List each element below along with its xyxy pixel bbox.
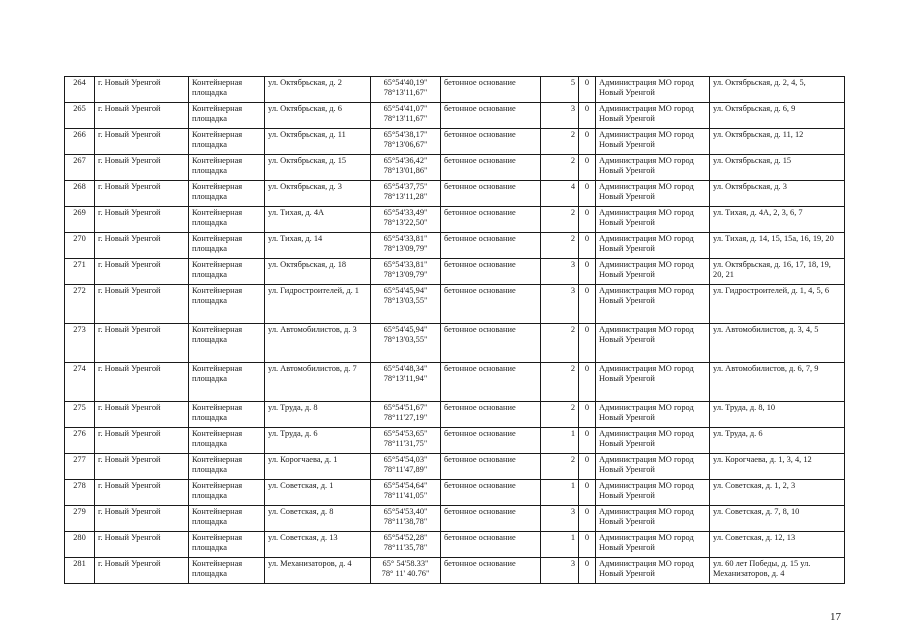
extra-count-cell: 0 (579, 480, 596, 506)
row-number-cell: 272 (65, 285, 95, 324)
longitude-text: 78°11'27,19" (383, 413, 428, 423)
latitude-text: 65°54'33,81" (383, 260, 428, 269)
served-addresses-cell: ул. 60 лет Победы, д. 15 ул. Механизаторов, д. 4 (710, 558, 845, 584)
row-number-cell: 277 (65, 454, 95, 480)
address-cell: ул. Труда, д. 6 (265, 428, 371, 454)
row-number-cell: 264 (65, 77, 95, 103)
coordinates-cell (371, 324, 441, 363)
longitude-text: 78°13'09,79" (383, 270, 428, 280)
city-cell: г. Новый Уренгой (95, 558, 189, 584)
latitude-text: 65°54'33,49" (383, 208, 428, 217)
latitude-text: 65°54'37,75" (383, 182, 428, 191)
served-addresses-cell: ул. Гидростроителей, д. 1, 4, 5, 6 (710, 285, 845, 324)
table-row (65, 103, 845, 129)
table-row (65, 285, 845, 324)
city-cell: г. Новый Уренгой (95, 233, 189, 259)
owner-cell: Администрация МО город Новый Уренгой (596, 558, 710, 584)
owner-cell: Администрация МО город Новый Уренгой (596, 103, 710, 129)
coordinates-cell (371, 233, 441, 259)
container-count-cell: 5 (541, 77, 579, 103)
extra-count-cell: 0 (579, 532, 596, 558)
extra-count-cell: 0 (579, 428, 596, 454)
row-number-cell: 278 (65, 480, 95, 506)
owner-cell: Администрация МО город Новый Уренгой (596, 506, 710, 532)
extra-count-cell: 0 (579, 155, 596, 181)
base-type-cell: бетонное основание (441, 77, 541, 103)
table-row (65, 77, 845, 103)
owner-cell: Администрация МО город Новый Уренгой (596, 233, 710, 259)
table-row (65, 207, 845, 233)
row-number-cell: 273 (65, 324, 95, 363)
longitude-text: 78°13'11,67" (383, 114, 428, 124)
container-count-cell: 4 (541, 181, 579, 207)
served-addresses-cell: ул. Тихая, д. 14, 15, 15а, 16, 19, 20 (710, 233, 845, 259)
latitude-text: 65°54'53,65" (383, 429, 428, 438)
served-addresses-cell: ул. Октябрьская, д. 6, 9 (710, 103, 845, 129)
container-count-cell: 3 (541, 103, 579, 129)
table-row (65, 402, 845, 428)
owner-cell: Администрация МО город Новый Уренгой (596, 181, 710, 207)
container-count-cell: 2 (541, 324, 579, 363)
site-type-cell: Контейнерная площадка (189, 285, 265, 324)
longitude-text: 78°11'47,89" (383, 465, 428, 475)
latitude-text: 65°54'33,81" (383, 234, 428, 243)
city-cell: г. Новый Уренгой (95, 363, 189, 402)
row-number-cell: 270 (65, 233, 95, 259)
container-count-cell: 1 (541, 532, 579, 558)
base-type-cell: бетонное основание (441, 532, 541, 558)
owner-cell: Администрация МО город Новый Уренгой (596, 428, 710, 454)
row-number-cell: 268 (65, 181, 95, 207)
extra-count-cell: 0 (579, 207, 596, 233)
city-cell: г. Новый Уренгой (95, 155, 189, 181)
served-addresses-cell: ул. Октябрьская, д. 11, 12 (710, 129, 845, 155)
container-count-cell: 2 (541, 207, 579, 233)
site-type-cell: Контейнерная площадка (189, 558, 265, 584)
city-cell: г. Новый Уренгой (95, 207, 189, 233)
latitude-text: 65°54'48,34" (383, 364, 428, 373)
table-row (65, 428, 845, 454)
latitude-text: 65°54'40,19" (383, 78, 428, 87)
longitude-text: 78°13'22,50" (383, 218, 428, 228)
longitude-text: 78°13'03,55" (383, 335, 428, 345)
city-cell: г. Новый Уренгой (95, 428, 189, 454)
served-addresses-cell: ул. Октябрьская, д. 2, 4, 5, (710, 77, 845, 103)
row-number-cell: 276 (65, 428, 95, 454)
base-type-cell: бетонное основание (441, 285, 541, 324)
site-type-cell: Контейнерная площадка (189, 129, 265, 155)
coordinates-cell (371, 285, 441, 324)
address-cell: ул. Тихая, д. 4А (265, 207, 371, 233)
longitude-text: 78°11'31,75" (383, 439, 428, 449)
coordinates-cell (371, 506, 441, 532)
city-cell: г. Новый Уренгой (95, 402, 189, 428)
served-addresses-cell: ул. Труда, д. 6 (710, 428, 845, 454)
site-type-cell: Контейнерная площадка (189, 363, 265, 402)
coordinates-cell (371, 428, 441, 454)
base-type-cell: бетонное основание (441, 402, 541, 428)
site-type-cell: Контейнерная площадка (189, 155, 265, 181)
longitude-text: 78°13'09,79" (383, 244, 428, 254)
table-row (65, 558, 845, 584)
table-row (65, 259, 845, 285)
city-cell: г. Новый Уренгой (95, 324, 189, 363)
extra-count-cell: 0 (579, 181, 596, 207)
owner-cell: Администрация МО город Новый Уренгой (596, 155, 710, 181)
longitude-text: 78°11'41,05" (383, 491, 428, 501)
coordinates-cell (371, 103, 441, 129)
table-row (65, 155, 845, 181)
table-body (65, 77, 845, 584)
container-count-cell: 3 (541, 259, 579, 285)
container-count-cell: 2 (541, 129, 579, 155)
site-type-cell: Контейнерная площадка (189, 428, 265, 454)
extra-count-cell: 0 (579, 285, 596, 324)
address-cell: ул. Октябрьская, д. 3 (265, 181, 371, 207)
coordinates-cell (371, 532, 441, 558)
served-addresses-cell: ул. Октябрьская, д. 16, 17, 18, 19, 20, 21 (710, 259, 845, 285)
row-number-cell: 267 (65, 155, 95, 181)
row-number-cell: 266 (65, 129, 95, 155)
address-cell: ул. Советская, д. 8 (265, 506, 371, 532)
address-cell: ул. Механизаторов, д. 4 (265, 558, 371, 584)
row-number-cell: 269 (65, 207, 95, 233)
coordinates-cell (371, 402, 441, 428)
container-count-cell: 2 (541, 402, 579, 428)
extra-count-cell: 0 (579, 506, 596, 532)
base-type-cell: бетонное основание (441, 233, 541, 259)
longitude-text: 78°13'03,55" (383, 296, 428, 306)
owner-cell: Администрация МО город Новый Уренгой (596, 207, 710, 233)
table-row (65, 506, 845, 532)
extra-count-cell: 0 (579, 363, 596, 402)
city-cell: г. Новый Уренгой (95, 285, 189, 324)
site-type-cell: Контейнерная площадка (189, 181, 265, 207)
table-row (65, 181, 845, 207)
address-cell: ул. Автомобилистов, д. 3 (265, 324, 371, 363)
city-cell: г. Новый Уренгой (95, 77, 189, 103)
extra-count-cell: 0 (579, 454, 596, 480)
table-row (65, 454, 845, 480)
coordinates-cell (371, 129, 441, 155)
city-cell: г. Новый Уренгой (95, 103, 189, 129)
site-type-cell: Контейнерная площадка (189, 480, 265, 506)
container-count-cell: 2 (541, 233, 579, 259)
container-count-cell: 1 (541, 480, 579, 506)
extra-count-cell: 0 (579, 259, 596, 285)
page-number: 17 (830, 611, 841, 623)
table-row (65, 363, 845, 402)
served-addresses-cell: ул. Советская, д. 7, 8, 10 (710, 506, 845, 532)
owner-cell: Администрация МО город Новый Уренгой (596, 324, 710, 363)
extra-count-cell: 0 (579, 129, 596, 155)
coordinates-cell (371, 363, 441, 402)
address-cell: ул. Октябрьская, д. 18 (265, 259, 371, 285)
longitude-text: 78°11'35,78" (383, 543, 428, 553)
served-addresses-cell: ул. Советская, д. 12, 13 (710, 532, 845, 558)
longitude-text: 78° 11' 40.76" (381, 569, 430, 579)
site-type-cell: Контейнерная площадка (189, 454, 265, 480)
longitude-text: 78°11'38,78" (383, 517, 428, 527)
site-type-cell: Контейнерная площадка (189, 506, 265, 532)
extra-count-cell: 0 (579, 77, 596, 103)
address-cell: ул. Советская, д. 1 (265, 480, 371, 506)
table-row (65, 324, 845, 363)
site-type-cell: Контейнерная площадка (189, 103, 265, 129)
latitude-text: 65°54'38,17" (383, 130, 428, 139)
latitude-text: 65°54'53,40" (383, 507, 428, 516)
address-cell: ул. Автомобилистов, д. 7 (265, 363, 371, 402)
row-number-cell: 275 (65, 402, 95, 428)
served-addresses-cell: ул. Октябрьская, д. 3 (710, 181, 845, 207)
base-type-cell: бетонное основание (441, 324, 541, 363)
extra-count-cell: 0 (579, 233, 596, 259)
address-cell: ул. Тихая, д. 14 (265, 233, 371, 259)
owner-cell: Администрация МО город Новый Уренгой (596, 480, 710, 506)
latitude-text: 65°54'54,64" (383, 481, 428, 490)
address-cell: ул. Гидростроителей, д. 1 (265, 285, 371, 324)
address-cell: ул. Труда, д. 8 (265, 402, 371, 428)
address-cell: ул. Октябрьская, д. 2 (265, 77, 371, 103)
base-type-cell: бетонное основание (441, 259, 541, 285)
served-addresses-cell: ул. Труда, д. 8, 10 (710, 402, 845, 428)
city-cell: г. Новый Уренгой (95, 506, 189, 532)
container-count-cell: 2 (541, 363, 579, 402)
owner-cell: Администрация МО город Новый Уренгой (596, 363, 710, 402)
owner-cell: Администрация МО город Новый Уренгой (596, 454, 710, 480)
row-number-cell: 265 (65, 103, 95, 129)
container-count-cell: 3 (541, 558, 579, 584)
owner-cell: Администрация МО город Новый Уренгой (596, 532, 710, 558)
container-count-cell: 3 (541, 506, 579, 532)
extra-count-cell: 0 (579, 103, 596, 129)
coordinates-cell (371, 454, 441, 480)
row-number-cell: 274 (65, 363, 95, 402)
site-type-cell: Контейнерная площадка (189, 77, 265, 103)
base-type-cell: бетонное основание (441, 129, 541, 155)
city-cell: г. Новый Уренгой (95, 454, 189, 480)
owner-cell: Администрация МО город Новый Уренгой (596, 129, 710, 155)
row-number-cell: 279 (65, 506, 95, 532)
address-cell: ул. Октябрьская, д. 11 (265, 129, 371, 155)
served-addresses-cell: ул. Тихая, д. 4А, 2, 3, 6, 7 (710, 207, 845, 233)
owner-cell: Администрация МО город Новый Уренгой (596, 285, 710, 324)
owner-cell: Администрация МО город Новый Уренгой (596, 259, 710, 285)
extra-count-cell: 0 (579, 402, 596, 428)
city-cell: г. Новый Уренгой (95, 181, 189, 207)
city-cell: г. Новый Уренгой (95, 532, 189, 558)
row-number-cell: 280 (65, 532, 95, 558)
served-addresses-cell: ул. Октябрьская, д. 15 (710, 155, 845, 181)
latitude-text: 65°54'41,07" (383, 104, 428, 113)
address-cell: ул. Октябрьская, д. 15 (265, 155, 371, 181)
container-sites-table (64, 76, 845, 584)
table-row (65, 532, 845, 558)
base-type-cell: бетонное основание (441, 506, 541, 532)
table-row (65, 233, 845, 259)
base-type-cell: бетонное основание (441, 155, 541, 181)
base-type-cell: бетонное основание (441, 454, 541, 480)
site-type-cell: Контейнерная площадка (189, 207, 265, 233)
base-type-cell: бетонное основание (441, 428, 541, 454)
base-type-cell: бетонное основание (441, 103, 541, 129)
site-type-cell: Контейнерная площадка (189, 259, 265, 285)
coordinates-cell (371, 77, 441, 103)
owner-cell: Администрация МО город Новый Уренгой (596, 402, 710, 428)
coordinates-cell (371, 259, 441, 285)
base-type-cell: бетонное основание (441, 207, 541, 233)
container-count-cell: 3 (541, 285, 579, 324)
city-cell: г. Новый Уренгой (95, 480, 189, 506)
extra-count-cell: 0 (579, 324, 596, 363)
site-type-cell: Контейнерная площадка (189, 233, 265, 259)
longitude-text: 78°13'01,86" (383, 166, 428, 176)
container-count-cell: 2 (541, 155, 579, 181)
base-type-cell: бетонное основание (441, 558, 541, 584)
site-type-cell: Контейнерная площадка (189, 532, 265, 558)
latitude-text: 65° 54'58.33" (382, 559, 429, 568)
extra-count-cell: 0 (579, 558, 596, 584)
address-cell: ул. Советская, д. 13 (265, 532, 371, 558)
address-cell: ул. Октябрьская, д. 6 (265, 103, 371, 129)
served-addresses-cell: ул. Автомобилистов, д. 3, 4, 5 (710, 324, 845, 363)
site-type-cell: Контейнерная площадка (189, 402, 265, 428)
base-type-cell: бетонное основание (441, 181, 541, 207)
coordinates-cell (371, 480, 441, 506)
city-cell: г. Новый Уренгой (95, 129, 189, 155)
container-count-cell: 1 (541, 428, 579, 454)
coordinates-cell (371, 155, 441, 181)
longitude-text: 78°13'06,67" (383, 140, 428, 150)
city-cell: г. Новый Уренгой (95, 259, 189, 285)
coordinates-cell (371, 181, 441, 207)
latitude-text: 65°54'36,42" (383, 156, 428, 165)
site-type-cell: Контейнерная площадка (189, 324, 265, 363)
owner-cell: Администрация МО город Новый Уренгой (596, 77, 710, 103)
served-addresses-cell: ул. Корогчаева, д. 1, 3, 4, 12 (710, 454, 845, 480)
table-row (65, 129, 845, 155)
latitude-text: 65°54'45,94" (383, 286, 428, 295)
served-addresses-cell: ул. Советская, д. 1, 2, 3 (710, 480, 845, 506)
latitude-text: 65°54'52,28" (383, 533, 428, 542)
coordinates-cell (371, 207, 441, 233)
base-type-cell: бетонное основание (441, 480, 541, 506)
row-number-cell: 271 (65, 259, 95, 285)
longitude-text: 78°13'11,67" (383, 88, 428, 98)
coordinates-cell (371, 558, 441, 584)
longitude-text: 78°13'11,28" (383, 192, 428, 202)
base-type-cell: бетонное основание (441, 363, 541, 402)
row-number-cell: 281 (65, 558, 95, 584)
served-addresses-cell: ул. Автомобилистов, д. 6, 7, 9 (710, 363, 845, 402)
longitude-text: 78°13'11,94" (383, 374, 428, 384)
latitude-text: 65°54'54,03" (383, 455, 428, 464)
address-cell: ул. Корогчаева, д. 1 (265, 454, 371, 480)
latitude-text: 65°54'45,94" (383, 325, 428, 334)
latitude-text: 65°54'51,67" (383, 403, 428, 412)
table-row (65, 480, 845, 506)
container-count-cell: 2 (541, 454, 579, 480)
